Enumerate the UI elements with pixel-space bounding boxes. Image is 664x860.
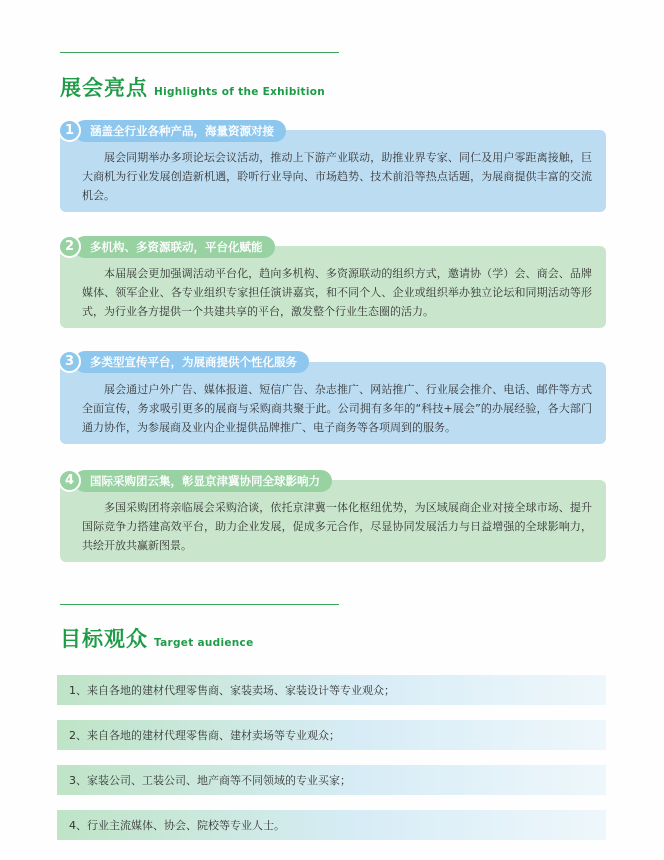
highlight-heading-1: 涵盖全行业各种产品，海量资源对接 bbox=[74, 120, 286, 142]
highlight-heading-4: 国际采购团云集，彰显京津冀协同全球影响力 bbox=[74, 470, 332, 492]
highlight-text-2: 本届展会更加强调活动平台化，趋向多机构、多资源联动的组织方式，邀请协（学）会、商会、品牌媒体、领军企业、各专业组织专家担任演讲嘉宾，和不同个人、企业或组织举办独立论坛和同期活动等形式，为行业各方提供一个共建共享的平台，激发整个行业生态圈的活力。 bbox=[82, 267, 592, 318]
audience-item-4: 4、行业主流媒体、协会、院校等专业人士。 bbox=[57, 810, 606, 840]
highlight-card-4 bbox=[60, 480, 606, 562]
highlight-card-2 bbox=[60, 246, 606, 328]
highlights-top-rule bbox=[60, 52, 339, 53]
audience-item-1: 1、来自各地的建材代理零售商、家装卖场、家装设计等专业观众； bbox=[57, 675, 606, 705]
highlights-title bbox=[60, 72, 325, 102]
audience-item-3: 3、家装公司、工装公司、地产商等不同领域的专业买家； bbox=[57, 765, 606, 795]
audience-title-cn: 目标观众 bbox=[60, 627, 148, 651]
audience-title bbox=[60, 623, 254, 653]
highlight-heading-2: 多机构、多资源联动，平台化赋能 bbox=[74, 236, 275, 258]
audience-title-en: Target audience bbox=[154, 637, 254, 649]
highlight-number-3: 3 bbox=[58, 350, 81, 373]
highlights-title-cn: 展会亮点 bbox=[60, 76, 148, 100]
highlight-text-1: 展会同期举办多项论坛会议活动，推动上下游产业联动，助推业界专家、同仁及用户零距离接触，巨大商机为行业发展创造新机遇，聆听行业导向、市场趋势、技术前沿等热点话题，为展商提供丰富的交流机会。 bbox=[82, 151, 592, 202]
highlight-card-3 bbox=[60, 362, 606, 444]
highlights-title-en: Highlights of the Exhibition bbox=[154, 86, 326, 98]
highlight-text-4: 多国采购团将亲临展会采购洽谈，依托京津冀一体化枢纽优势，为区域展商企业对接全球市场、提升国际竞争力搭建高效平台，助力企业发展，促成多元合作，尽显协同发展活力与日益增强的全球影响力，共绘开放共赢新图景。 bbox=[82, 501, 592, 552]
highlight-heading-3: 多类型宣传平台，为展商提供个性化服务 bbox=[74, 351, 309, 373]
audience-item-2: 2、来自各地的建材代理零售商、建材卖场等专业观众； bbox=[57, 720, 606, 750]
highlight-text-3: 展会通过户外广告、媒体报道、短信广告、杂志推广、网站推广、行业展会推介、电话、邮件等方式全面宣传，务求吸引更多的展商与采购商共聚于此。公司拥有多年的“科技+展会”的办展经验，各大部门通力协作，为参展商及业内企业提供品牌推广、电子商务等各项周到的服务。 bbox=[82, 383, 592, 434]
highlight-number-4: 4 bbox=[58, 469, 81, 492]
highlight-card-1 bbox=[60, 130, 606, 212]
highlight-number-1: 1 bbox=[58, 119, 81, 142]
highlight-number-2: 2 bbox=[58, 235, 81, 258]
audience-top-rule bbox=[60, 604, 339, 605]
